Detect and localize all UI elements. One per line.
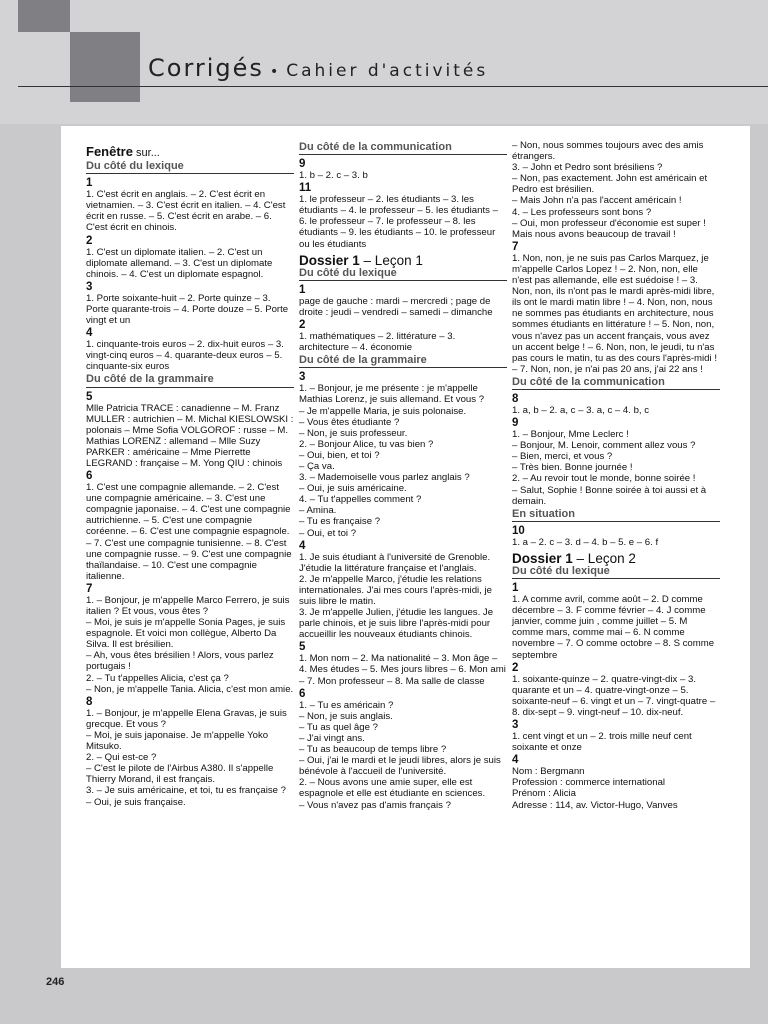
answer-text: 1. cinquante-trois euros – 2. dix-huit euros – 3. vingt-cinq euros – 4. quarante-deux euros – 5. cinquante-six euros bbox=[86, 339, 284, 373]
title-main: Corrigés bbox=[148, 54, 264, 82]
answer-text: Profession : commerce international bbox=[512, 777, 666, 789]
exercise-number: 2 bbox=[299, 319, 306, 332]
answer-text: – Moi, je suis japonaise. Je m'appelle Yoko Mitsuko. bbox=[86, 729, 269, 753]
dossier-title bbox=[512, 550, 720, 566]
answer-text: – Vous n'avez pas d'amis français ? bbox=[299, 799, 451, 811]
answer-text: 2. – Au revoir tout le monde, bonne soirée ! bbox=[512, 473, 696, 485]
answer-text: 1. – Tu es américain ? bbox=[299, 699, 394, 711]
answer-text: 1. le professeur – 2. les étudiants – 3. les étudiants – 4. le professeur – 5. les étudiants – 6. le professeur – 7. le professeur – 8. les étudiants – 9. les étudiants – 10. le professeur ou les étudiants bbox=[299, 194, 498, 250]
exercise-number: 3 bbox=[512, 719, 519, 732]
answer-text: 1. C'est un diplomate italien. – 2. C'est un diplomate allemand. – 3. C'est un diplomate chinois. – 4. C'est un diplomate espagnol. bbox=[86, 246, 273, 280]
exercise-number: 9 bbox=[512, 417, 519, 430]
exercise-number: 6 bbox=[86, 470, 93, 483]
answer-text: 1. cent vingt et un – 2. trois mille neuf cent soixante et onze bbox=[512, 731, 692, 754]
answer-text: – Mais John n'a pas l'accent américain ! bbox=[512, 195, 682, 207]
dossier-title bbox=[299, 252, 507, 268]
answer-text: 4. – Tu t'appelles comment ? bbox=[299, 494, 422, 506]
answer-text: – Oui, bien, et toi ? bbox=[299, 449, 380, 461]
exercise-number: 3 bbox=[299, 371, 306, 384]
dossier-name: Fenêtre bbox=[86, 144, 133, 159]
answer-text: – Ça va. bbox=[299, 460, 335, 472]
answer-text: 3. – Mademoiselle vous parlez anglais ? bbox=[299, 472, 470, 484]
answer-text: – Salut, Sophie ! Bonne soirée à toi aussi et à demain. bbox=[512, 484, 707, 507]
answer-text: 1. Porte soixante-huit – 2. Porte quinze – 3. Porte quarante-trois – 4. Porte douze – 5. Porte vingt et un bbox=[86, 292, 289, 327]
answer-text: – Non, je m'appelle Tania. Alicia, c'est mon amie. bbox=[86, 683, 294, 695]
exercise-number: 4 bbox=[86, 327, 93, 340]
section-heading: En situation bbox=[512, 509, 720, 522]
dossier-lesson: sur... bbox=[132, 147, 160, 159]
answer-text: – Oui, j'ai le mardi et le jeudi libres, alors je suis bénévole à l'accueil de l'université. bbox=[299, 755, 501, 778]
answer-text: – Oui, je suis française. bbox=[86, 796, 186, 808]
answer-text: Adresse : 114, av. Victor-Hugo, Vanves bbox=[512, 799, 678, 811]
page-title bbox=[148, 54, 488, 82]
exercise-number: 6 bbox=[299, 687, 306, 700]
exercise-number: 4 bbox=[299, 539, 306, 552]
column-2 bbox=[299, 140, 507, 811]
answer-text: – Très bien. Bonne journée ! bbox=[512, 462, 633, 474]
answer-text: 1. b – 2. c – 3. b bbox=[299, 170, 368, 182]
exercise-number: 3 bbox=[86, 280, 93, 293]
answer-text: 2. Je m'appelle Marco, j'étudie les relations internationales. J'ai mes cours l'après-midi, je suis libre le matin. bbox=[299, 573, 492, 607]
answer-text: – Non, pas exactement. John est américain et Pedro est brésilien. bbox=[512, 173, 708, 196]
exercise-number: 1 bbox=[86, 177, 93, 190]
answer-text: – Bonjour, M. Lenoir, comment allez vous ? bbox=[512, 440, 696, 452]
exercise-number: 2 bbox=[86, 234, 93, 247]
exercise-number: 9 bbox=[299, 158, 306, 171]
exercise-number: 10 bbox=[512, 524, 525, 537]
answer-text: – Je m'appelle Maria, je suis polonaise. bbox=[299, 405, 467, 417]
decor-square-2 bbox=[70, 32, 140, 102]
answer-text: – Non, nous sommes toujours avec des amis étrangers. bbox=[512, 140, 704, 163]
answer-text: Nom : Bergmann bbox=[512, 766, 585, 778]
answer-text: – Vous êtes étudiante ? bbox=[299, 416, 400, 428]
exercise-number: 8 bbox=[86, 695, 93, 708]
exercise-number: 4 bbox=[512, 754, 519, 767]
exercise-number: 11 bbox=[299, 182, 312, 195]
answer-text: – Tu es française ? bbox=[299, 516, 381, 528]
answer-text: 2. – Qui est-ce ? bbox=[86, 752, 157, 764]
exercise-number: 1 bbox=[299, 283, 306, 296]
answer-text: 1. – Bonjour, Mme Leclerc ! bbox=[512, 429, 629, 441]
answer-text: – Non, je suis professeur. bbox=[299, 427, 408, 439]
answer-text: Prénom : Alicia bbox=[512, 788, 576, 800]
section-heading: Du côté du lexique bbox=[299, 268, 507, 281]
answer-text: 1. a, b – 2. a, c – 3. a, c – 4. b, c bbox=[512, 404, 650, 416]
answer-text: 3. – Je suis américaine, et toi, tu es française ? bbox=[86, 785, 286, 797]
dossier-lesson: – Leçon 1 bbox=[359, 252, 423, 268]
answer-text: 1. C'est écrit en anglais. – 2. C'est écrit en vietnamien. – 3. C'est écrit en italien. – 4. C'est écrit en russe. – 5. C'est écrit en arabe. – 6. C'est écrit en chinois. bbox=[86, 189, 286, 234]
answer-text: – Oui, et toi ? bbox=[299, 527, 357, 539]
answer-text: – Bien, merci, et vous ? bbox=[512, 451, 613, 463]
dossier-name: Dossier 1 bbox=[512, 550, 573, 566]
section-heading: Du côté du lexique bbox=[512, 566, 720, 579]
section-heading: Du côté de la grammaire bbox=[86, 374, 294, 387]
exercise-number: 8 bbox=[512, 392, 519, 405]
section-title bbox=[86, 146, 294, 159]
section-heading: Du côté du lexique bbox=[86, 161, 294, 174]
answer-text: 1. A comme avril, comme août – 2. D comme décembre – 3. F comme février – 4. J comme janvier, comme juin , comme juillet – 5. M comme mars, comme mai – 6. N comme novembre – 7. O comme octobre – 8. S comme septembre bbox=[512, 594, 715, 661]
answer-text: – Oui, je suis américaine. bbox=[299, 483, 407, 495]
exercise-number: 2 bbox=[512, 661, 519, 674]
column-1 bbox=[86, 140, 294, 808]
exercise-number: 7 bbox=[512, 240, 519, 253]
answer-text: 1. – Bonjour, je me présente : je m'appelle Mathias Lorenz, je suis allemand. Et vous ? bbox=[299, 383, 485, 406]
exercise-number: 5 bbox=[86, 390, 93, 403]
answer-text: 1. mathématiques – 2. littérature – 3. architecture – 4. économie bbox=[299, 331, 456, 354]
answer-text: 1. soixante-quinze – 2. quatre-vingt-dix – 3. quarante et un – 4. quatre-vingt-onze – 5. soixante-neuf – 6. vingt et un – 7. vingt-quatre – 8. dix-sept – 9. vingt-neuf – 10. dix-neuf. bbox=[512, 673, 716, 718]
section-heading: Du côté de la grammaire bbox=[299, 355, 507, 368]
title-subtitle: Cahier d'activités bbox=[286, 61, 489, 81]
answer-text: 1. Non, non, je ne suis pas Carlos Marquez, je m'appelle Carlos Lopez ! – 2. Non, non, elle n'est pas allemande, elle est suédoise ! – 3. Non, non, ils n'ont pas le mardi après-midi libre, ils ont le mardi matin libre ! – 4. Non, non, nous ne sommes pas étudiants en architecture, nous sommes étudiants en littérature ! – 5. Non, non, vous n'avez pas un accent français, vous avez un accent belge ! – 6. Non, non, le jeudi, tu n'as pas cours le matin, tu as des cours l'après-midi ! – 7. Non, non, je n'ai pas 20 ans, j'ai 22 ans ! bbox=[512, 252, 717, 375]
answer-text: 2. – Nous avons une amie super, elle est espagnole et elle est étudiante en sciences. bbox=[299, 777, 486, 800]
answer-text: – Oui, mon professeur d'économie est super ! Mais nous avons beaucoup de travail ! bbox=[512, 217, 706, 240]
answer-text: 1. – Bonjour, je m'appelle Marco Ferrero, je suis italien ? Et vous, vous êtes ? bbox=[86, 594, 290, 617]
answer-text: 4. – Les professeurs sont bons ? bbox=[512, 206, 652, 218]
column-3 bbox=[512, 140, 720, 811]
answer-text: – Non, je suis anglais. bbox=[299, 710, 393, 722]
answer-text: – J'ai vingt ans. bbox=[299, 732, 365, 744]
answer-text: 3. Je m'appelle Julien, j'étudie les langues. Je parle chinois, et je suis libre l'après-midi pour accueillir les nouveaux étudiants chinois. bbox=[299, 607, 494, 641]
answer-text: – Tu as beaucoup de temps libre ? bbox=[299, 744, 447, 756]
answer-text: – C'est le pilote de l'Airbus A380. Il s'appelle Thierry Morand, il est français. bbox=[86, 763, 274, 786]
answer-text: 1. a – 2. c – 3. d – 4. b – 5. e – 6. f bbox=[512, 536, 659, 548]
section-heading: Du côté de la communication bbox=[512, 377, 720, 390]
answer-text: – Ah, vous êtes brésilien ! Alors, vous parlez portugais ! bbox=[86, 650, 274, 673]
exercise-number: 7 bbox=[86, 582, 93, 595]
answer-text: – Moi, je suis je m'appelle Sonia Pages, je suis espagnole. Et voici mon collègue, Alberto Da Silva. Il est brésilien. bbox=[86, 617, 286, 651]
answer-text: 2. – Tu t'appelles Alicia, c'est ça ? bbox=[86, 672, 229, 684]
exercise-number: 5 bbox=[299, 641, 306, 654]
answer-text: – Amina. bbox=[299, 505, 337, 517]
title-separator: • bbox=[269, 64, 281, 80]
answer-text: 2. – Bonjour Alice, tu vas bien ? bbox=[299, 438, 434, 450]
dossier-name: Dossier 1 bbox=[299, 252, 360, 268]
answer-text: 1. – Bonjour, je m'appelle Elena Gravas, je suis grecque. Et vous ? bbox=[86, 707, 287, 730]
answer-text: page de gauche : mardi – mercredi ; page de droite : jeudi – vendredi – samedi – dimanche bbox=[299, 295, 493, 318]
answer-text: – Tu as quel âge ? bbox=[299, 721, 378, 733]
dossier-lesson: – Leçon 2 bbox=[572, 550, 636, 566]
answer-text: 1. Mon nom – 2. Ma nationalité – 3. Mon âge – 4. Mes études – 5. Mes jours libres – 6. Mon ami – 7. Mon professeur – 8. Ma salle de classe bbox=[299, 653, 506, 687]
decor-square-1 bbox=[18, 0, 70, 32]
page-number: 246 bbox=[46, 976, 65, 988]
answer-text: Mlle Patricia TRACE : canadienne – M. Franz MULLER : autrichien – M. Michal KIESLOWSKI : polonais – Mme Sofia VOLGOROF : russe – M. Mathias LORENZ : allemand – Mlle Suzy PARKER : américaine – Mme Pierrette LEGRAND : française – M. Yong QIU : chinois bbox=[86, 402, 294, 469]
answer-text: 1. C'est une compagnie allemande. – 2. C'est une compagnie américaine. – 3. C'est une compagnie japonaise. – 4. C'est une compagnie autrichienne. – 5. C'est une compagnie coréenne. – 6. C'est une compagnie espagnole. – 7. C'est une compagnie tunisienne. – 8. C'est une compagnie russe. – 9. C'est une compagnie thaïlandaise. – 10. C'est une compagnie italienne. bbox=[86, 482, 292, 582]
exercise-number: 1 bbox=[512, 582, 519, 595]
answer-text: 3. – John et Pedro sont brésiliens ? bbox=[512, 162, 663, 174]
section-heading: Du côté de la communication bbox=[299, 142, 507, 155]
answer-text: 1. Je suis étudiant à l'université de Grenoble. J'étudie la littérature française et l'anglais. bbox=[299, 551, 491, 574]
title-rule bbox=[18, 86, 768, 87]
